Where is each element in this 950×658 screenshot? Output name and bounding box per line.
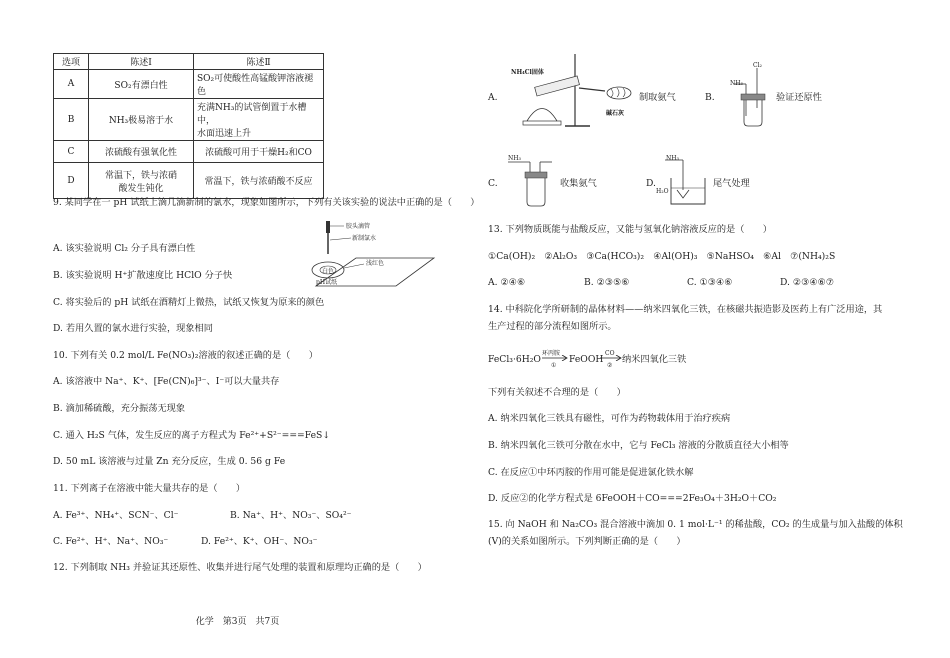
fig-label-dropper: 胶头滴管 — [346, 223, 371, 230]
page-footer: 化学 第3页 共7页 — [195, 617, 280, 627]
q9-option-d: D. 若用久置的氯水进行实验，现象相同 — [53, 323, 213, 334]
table-row — [54, 70, 324, 99]
apparatus-a-label-nh4cl: NH₄Cl固体 — [511, 69, 544, 76]
fig-label-white: 白色 — [322, 268, 335, 275]
apparatus-c-label-nh3: NH₃ — [508, 155, 521, 162]
q11-option-d: D. Fe²⁺、K⁺、OH⁻、NO₃⁻ — [201, 536, 318, 547]
table-cell: 浓硫酸可用于干燥H₂和CO — [194, 141, 324, 163]
apparatus-b-figure — [724, 58, 774, 130]
q12-option-a: A. — [488, 92, 498, 103]
apparatus-d-label-nh3: NH₃ — [666, 155, 679, 162]
q10-option-c: C. 通入 H₂S 气体，发生反应的离子方程式为 Fe²⁺+S²⁻===FeS↓ — [53, 430, 331, 441]
q14-flow-step1: ① — [551, 362, 557, 369]
q14-flow-reagent1: 环丙胺 — [542, 350, 561, 357]
q9-option-c: C. 将实验后的 pH 试纸在酒精灯上微热，试纸又恢复为原来的颜色 — [53, 297, 325, 308]
table-cell — [89, 163, 194, 199]
q14-flow-reagent2: CO — [605, 350, 615, 357]
q10-stem: 10. 下列有关 0.2 mol/L Fe(NO₃)₂溶液的叙述正确的是（ ） — [53, 350, 318, 361]
q14-option-c: C. 在反应①中环丙胺的作用可能是促进氯化铁水解 — [488, 467, 694, 478]
table-row — [54, 141, 324, 163]
q12-option-d: D. — [646, 178, 656, 189]
q9-stem: 9. 某同学在一 pH 试纸上滴几滴新制的氯水，现象如图所示，下列有关该实验的说法中正确的是（ ） — [53, 197, 480, 208]
table-row — [54, 163, 324, 199]
q12-option-c: C. — [488, 178, 498, 189]
statements-table — [53, 53, 324, 199]
table-header: 陈述Ⅰ — [89, 54, 194, 70]
q11-stem: 11. 下列离子在溶液中能大量共存的是（ ） — [53, 483, 246, 494]
table-header: 选项 — [54, 54, 89, 70]
q9-option-b: B. 该实验说明 H⁺扩散速度比 HClO 分子快 — [53, 270, 233, 281]
q12-option-b: B. — [705, 92, 715, 103]
q9-option-a: A. 该实验说明 Cl₂ 分子具有漂白性 — [53, 243, 196, 254]
q14-option-a: A. 纳米四氧化三铁具有磁性，可作为药物载体用于治疗疾病 — [488, 413, 731, 424]
table-cell: SO₂有漂白性 — [89, 70, 194, 99]
q10-option-d: D. 50 mL 该溶液与过量 Zn 充分反应，生成 0. 56 g Fe — [53, 456, 286, 467]
q14-flow-step2: ② — [607, 362, 613, 369]
apparatus-a-label-soda-lime: 碱石灰 — [606, 110, 625, 117]
q12-option-b-text: 验证还原性 — [776, 92, 822, 103]
q15-stem-line1: 15. 向 NaOH 和 Na₂CO₃ 混合溶液中滴加 0. 1 mol·L⁻¹ 的稀盐酸，CO₂ 的生成量与加入盐酸的体积 — [488, 519, 903, 530]
table-header-row — [54, 54, 324, 70]
q14-flow-end: 纳米四氧化三铁 — [622, 354, 687, 365]
cell-line: 常温下，铁与浓硝 — [104, 170, 177, 181]
table-cell: NH₃极易溶于水 — [89, 99, 194, 141]
table-cell: 浓硫酸有强氧化性 — [89, 141, 194, 163]
q14-stem-line2: 生产过程的部分流程如图所示。 — [488, 321, 617, 332]
apparatus-b-label-cl2: Cl₂ — [753, 62, 762, 69]
cell-line: 充满NH₃的试管倒置于水槽中， — [197, 103, 307, 126]
apparatus-a-figure — [505, 46, 640, 136]
q13-option-d: D. ②③④⑥⑦ — [780, 277, 835, 288]
q14-option-d: D. 反应②的化学方程式是 6FeOOH＋CO===2Fe₃O₄＋3H₂O＋CO₂ — [488, 493, 777, 504]
table-cell: SO₂可使酸性高锰酸钾溶液褪色 — [194, 70, 324, 99]
q13-items: ①Ca(OH)₂ ②Al₂O₃ ③Ca(HCO₃)₂ ④Al(OH)₃ ⑤NaHSO₄ ⑥Al ⑦(NH₄)₂S — [488, 251, 836, 262]
q10-option-a: A. 该溶液中 Na⁺、K⁺、[Fe(CN)₆]³⁻、I⁻可以大量共存 — [53, 376, 280, 387]
table-cell: B — [54, 99, 89, 141]
cell-line: 水面迅速上升 — [197, 129, 252, 139]
q14-flow-mid: FeOOH — [569, 354, 604, 365]
table-cell: A — [54, 70, 89, 99]
q11-option-c: C. Fe²⁺、H⁺、Na⁺、NO₃⁻ — [53, 536, 169, 547]
q12-option-a-text: 制取氨气 — [639, 92, 676, 103]
q10-option-b: B. 滴加稀硫酸，充分振荡无现象 — [53, 403, 186, 414]
q12-stem: 12. 下列制取 NH₃ 并验证其还原性、收集并进行尾气处理的装置和原理均正确的是（ ） — [53, 562, 427, 573]
table-cell — [194, 99, 324, 141]
table-row — [54, 99, 324, 141]
q11-option-b: B. Na⁺、H⁺、NO₃⁻、SO₄²⁻ — [230, 510, 352, 521]
q13-stem: 13. 下列物质既能与盐酸反应，又能与氢氧化钠溶液反应的是（ ） — [488, 224, 772, 235]
table-header: 陈述Ⅱ — [194, 54, 324, 70]
q12-option-c-text: 收集氨气 — [560, 178, 597, 189]
q13-option-a: A. ②④⑥ — [488, 277, 526, 288]
table-cell: D — [54, 163, 89, 199]
q14-option-b: B. 纳米四氧化三铁可分散在水中，它与 FeCl₃ 溶液的分散质直径大小相等 — [488, 440, 789, 451]
q13-option-b: B. ②③⑤⑥ — [584, 277, 630, 288]
q14-ask: 下列有关叙述不合理的是（ ） — [488, 387, 626, 398]
fig-label-chlorine-water: 新制氯水 — [352, 235, 377, 242]
fig-label-ph-paper: pH试纸 — [316, 279, 338, 286]
q11-option-a: A. Fe³⁺、NH₄⁺、SCN⁻、Cl⁻ — [53, 510, 179, 521]
cell-line: 酸发生钝化 — [118, 183, 164, 194]
apparatus-b-label-nh3: NH₃ — [730, 80, 743, 87]
q12-option-d-text: 尾气处理 — [713, 178, 750, 189]
fig-label-light-red: 浅红色 — [366, 260, 385, 267]
q13-option-c: C. ①③④⑥ — [687, 277, 733, 288]
q14-flow-start: FeCl₃·6H₂O — [488, 354, 541, 365]
q14-stem-line1: 14. 中科院化学所研制的晶体材料——纳米四氧化三铁，在核磁共振造影及医药上有广泛用途，其 — [488, 304, 883, 315]
table-cell: 常温下，铁与浓硝酸不反应 — [194, 163, 324, 199]
apparatus-d-label-h2o: H₂O — [656, 188, 669, 195]
table-cell: C — [54, 141, 89, 163]
q15-stem-line2: (V)的关系如图所示。下列判断正确的是（ ） — [488, 536, 686, 547]
